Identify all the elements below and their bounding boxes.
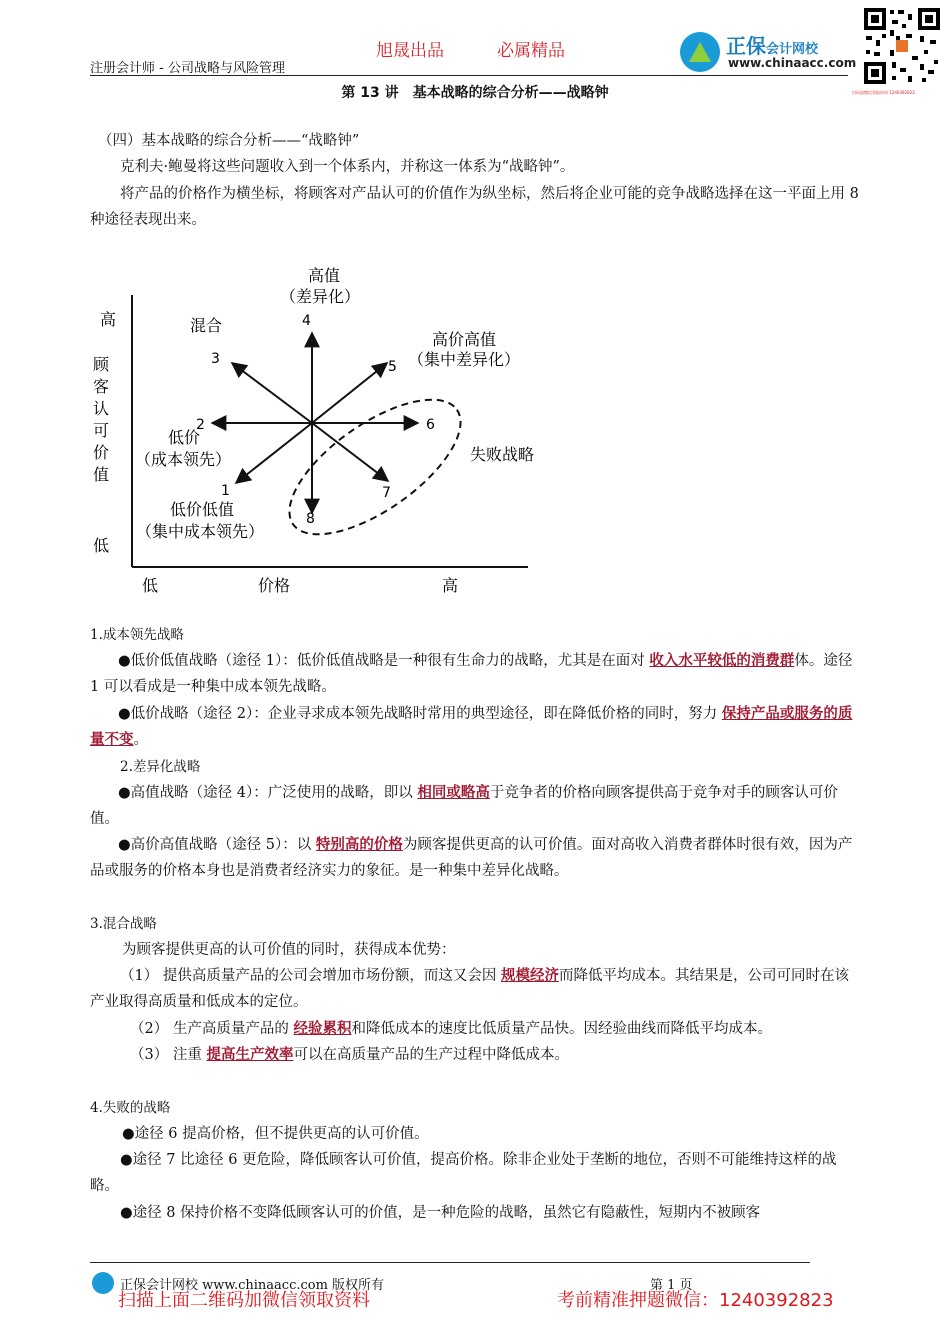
footer-logo-icon — [92, 1272, 114, 1294]
route-1-arrow — [236, 423, 312, 483]
paragraph: 克利夫·鲍曼将这些问题收入到一个体系内，并称这一体系为“战略钟”。 — [120, 159, 575, 175]
y-low-label: 低 — [93, 536, 110, 555]
footer-promo-left: 扫描上面二维码加微信领取资料 — [118, 1290, 370, 1311]
numbered-paragraph: （2） 生产高质量产品的 经验累积和降低成本的速度比低质量产品快。因经验曲线而降低平均成本。 — [130, 1020, 772, 1037]
low-price-label: 低价 — [168, 428, 201, 447]
y-axis-char: 顾 — [93, 355, 110, 374]
bullet-paragraph: ●低价低值战略（途径 1）：低价低值战略是一种很有生命力的战略，尤其是在面对 收入水平较低的消费群体。途径 1 可以看成是一种集中成本领先战略。 — [90, 652, 853, 695]
lecture-title: 第 13 讲 基本战略的综合分析——战略钟 — [341, 85, 609, 101]
qr-code-icon[interactable] — [862, 6, 942, 86]
bullet-paragraph: ●途径 6 提高价格，但不提供更高的认可价值。 — [122, 1126, 429, 1142]
page-number: 第 1 页 — [650, 1278, 693, 1293]
qr-note: 扫码加微信领取资料 1240392823 — [852, 90, 915, 95]
route-number: 5 — [388, 359, 397, 375]
highlight-term: 提高生产效率 — [206, 1046, 294, 1063]
strategy-clock-diagram — [80, 255, 560, 605]
x-low-label: 低 — [142, 576, 159, 595]
section-heading: 1.成本领先战略 — [90, 627, 184, 643]
highlight-term: 保持产品或服务的质量不变 — [90, 705, 853, 748]
paragraph: 为顾客提供更高的认可价值的同时，获得成本优势： — [122, 942, 456, 958]
route-5-arrow — [312, 363, 387, 423]
low-price-low-value-label: 低价低值 — [170, 500, 235, 519]
y-axis-char: 认 — [93, 399, 110, 418]
logo-mark-icon — [680, 32, 720, 72]
footer-divider — [90, 1262, 810, 1263]
route-3-arrow — [232, 363, 312, 423]
section-heading: 3.混合战略 — [90, 916, 157, 932]
course-title: 注册会计师 - 公司战略与风险管理 — [90, 61, 285, 76]
y-high-label: 高 — [100, 310, 117, 329]
route-number: 1 — [221, 483, 230, 499]
footer-copyright: 正保会计网校 www.chinaacc.com 版权所有 — [120, 1278, 385, 1293]
header-divider — [90, 75, 848, 76]
x-high-label: 高 — [442, 576, 459, 595]
logo-name: 正保 — [726, 34, 766, 58]
route-number: 2 — [196, 417, 205, 433]
high-value-label: 高值 — [308, 266, 341, 285]
chinaacc-logo[interactable] — [680, 30, 860, 76]
highlight-term: 收入水平较低的消费群 — [649, 652, 795, 669]
bullet-paragraph: ●高值战略（途径 4）：广泛使用的战略，即以 相同或略高于竞争者的价格向顾客提供高于竞争对手的顾客认可价值。 — [90, 784, 838, 827]
x-axis-label: 价格 — [258, 576, 291, 595]
promo-text-right: 必属精品 — [497, 41, 565, 61]
logo-url: www.chinaacc.com — [728, 56, 857, 70]
highlight-term: 相同或略高 — [417, 784, 490, 801]
section-heading: （四）基本战略的综合分析——“战略钟” — [98, 133, 360, 149]
y-axis-char: 客 — [93, 377, 110, 396]
section-heading: 2.差异化战略 — [120, 759, 201, 775]
paragraph: 将产品的价格作为横坐标，将顾客对产品认可的价值作为纵坐标，然后将企业可能的竞争战略选择在这一平面上用 8 种途径表现出来。 — [90, 186, 859, 228]
logo-name-small: 会计网校 — [766, 42, 819, 57]
failure-strategy-label: 失败战略 — [470, 445, 535, 464]
y-axis-char: 可 — [93, 421, 110, 440]
y-axis-char: 值 — [93, 465, 110, 484]
route-number: 3 — [211, 351, 220, 367]
footer-promo-right: 考前精准押题微信：1240392823 — [557, 1290, 834, 1311]
promo-text-left: 旭晟出品 — [376, 41, 444, 61]
bullet-paragraph: ●低价战略（途径 2）：企业寻求成本领先战略时常用的典型途径，即在降低价格的同时，努力 保持产品或服务的质量不变。 — [90, 705, 853, 748]
cost-leadership-label: （成本领先） — [135, 450, 232, 469]
route-number: 6 — [426, 417, 435, 433]
bullet-paragraph: ●途径 8 保持价格不变降低顾客认可的价值，是一种危险的战略，虽然它有隐蔽性，短期内不被顾客 — [120, 1205, 761, 1221]
highlight-term: 特别高的价格 — [315, 836, 403, 853]
failure-zone-ellipse — [268, 374, 481, 559]
y-axis-char: 价 — [93, 443, 110, 462]
section-heading: 4.失败的战略 — [90, 1100, 171, 1116]
numbered-paragraph: （3） 注重 提高生产效率可以在高质量产品的生产过程中降低成本。 — [130, 1046, 569, 1063]
bullet-paragraph: ●途径 7 比途径 6 更危险，降低顾客认可价值，提高价格。除非企业处于垄断的地位，否则不可能维持这样的战略。 — [90, 1152, 837, 1194]
focused-differentiation-label: （集中差异化） — [408, 350, 521, 369]
route-number: 8 — [306, 511, 315, 527]
route-number: 7 — [382, 485, 391, 501]
high-price-high-value-label: 高价高值 — [432, 330, 497, 349]
focused-cost-leadership-label: （集中成本领先） — [136, 522, 265, 541]
highlight-term: 规模经济 — [500, 967, 559, 984]
highlight-term: 经验累积 — [293, 1020, 352, 1037]
differentiation-label: （差异化） — [280, 287, 361, 306]
numbered-paragraph: （1） 提供高质量产品的公司会增加市场份额，而这又会因 规模经济而降低平均成本。其结果是，公司可同时在该产业取得高质量和低成本的定位。 — [90, 967, 849, 1010]
hybrid-label: 混合 — [190, 316, 223, 335]
route-number: 4 — [302, 313, 311, 329]
bullet-paragraph: ●高价高值战略（途径 5）：以 特别高的价格为顾客提供更高的认可价值。面对高收入消费者群体时很有效，因为产品或服务的价格本身也是消费者经济实力的象征。是一种集中差异化战略。 — [90, 836, 853, 879]
